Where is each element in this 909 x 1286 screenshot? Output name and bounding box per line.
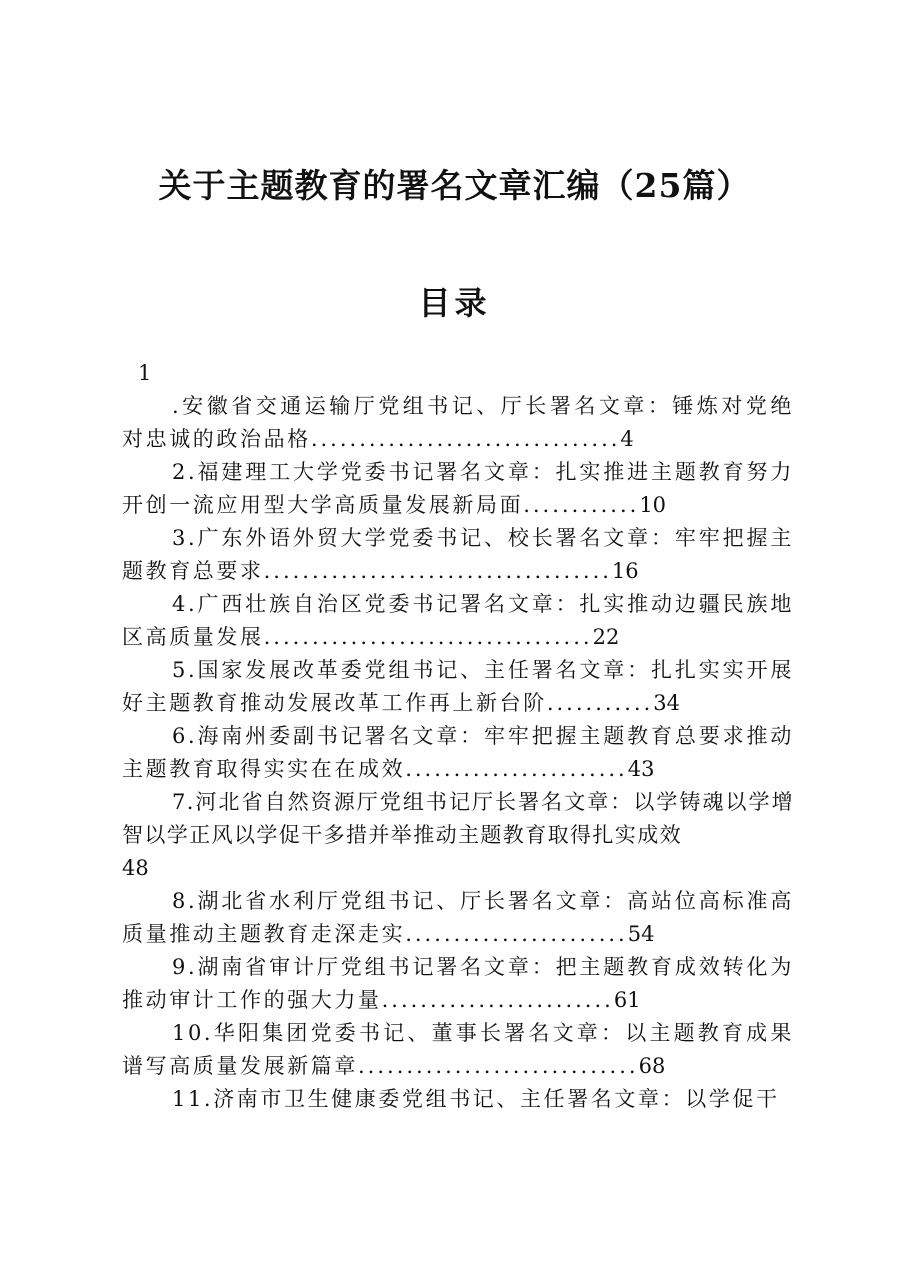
- toc-entry[interactable]: [122, 1083, 794, 1116]
- toc-entry-title: 8.湖北省水利厅党组书记、厅长署名文章：高站位高标准高质量推动主题教育走深走实: [122, 889, 794, 946]
- toc-page-number: 4: [620, 427, 634, 451]
- toc-entry-title: 7.河北省自然资源厅党组书记厅长署名文章：以学铸魂以学增智以学正风以学促干多措并举推动主题教育取得扎实成效: [122, 790, 794, 847]
- document-title: 关于主题教育的署名文章汇编（25篇）: [158, 166, 751, 205]
- toc-page-number: 34: [653, 691, 680, 715]
- toc-leader-dots: ............: [523, 493, 640, 517]
- table-of-contents: [122, 390, 794, 1116]
- toc-page-number: 48: [122, 856, 149, 880]
- toc-entry-title: 3.广东外语外贸大学党委书记、校长署名文章：牢牢把握主题教育总要求: [122, 526, 794, 583]
- toc-heading: 目录: [418, 284, 491, 322]
- toc-entry[interactable]: [122, 654, 794, 720]
- toc-entry-title: 9.湖南省审计厅党组书记署名文章：把主题教育成效转化为推动审计工作的强大力量: [122, 955, 794, 1012]
- toc-entry-title: 6.海南州委副书记署名文章：牢牢把握主题教育总要求推动主题教育取得实实在在成效: [122, 724, 794, 781]
- toc-page-number: 61: [613, 988, 641, 1012]
- toc-entry-title: 10.华阳集团党委书记、董事长署名文章：以主题教育成果谱写高质量发展新篇章: [122, 1021, 794, 1078]
- toc-leader-dots: .......................: [405, 757, 628, 781]
- toc-entry[interactable]: [122, 786, 794, 885]
- toc-entry[interactable]: [122, 885, 794, 951]
- toc-page-number: 22: [592, 625, 620, 649]
- toc-entry-title: 4.广西壮族自治区党委书记署名文章：扎实推动边疆民族地区高质量发展: [122, 592, 794, 649]
- toc-entry-title: 2.福建理工大学党委书记署名文章：扎实推进主题教育努力开创一流应用型大学高质量发展新局面: [122, 460, 794, 517]
- toc-entry[interactable]: [122, 951, 794, 1017]
- toc-entry-title: .安徽省交通运输厅党组书记、厅长署名文章：锤炼对党绝对忠诚的政治品格: [122, 394, 794, 451]
- toc-page-number: 16: [611, 559, 639, 583]
- toc-leader-dots: ..................................: [263, 625, 593, 649]
- toc-leader-dots: ........................: [381, 988, 614, 1012]
- toc-first-number: 1: [138, 361, 152, 385]
- toc-page-number: 68: [638, 1054, 666, 1078]
- toc-leader-dots: .............................: [358, 1054, 639, 1078]
- toc-entry[interactable]: [122, 522, 794, 588]
- toc-leader-dots: ....................................: [263, 559, 612, 583]
- toc-page-number: 54: [627, 922, 655, 946]
- toc-page-number: 10: [639, 493, 667, 517]
- toc-entry-title: 5.国家发展改革委党组书记、主任署名文章：扎扎实实开展好主题教育推动发展改革工作再上新台阶: [122, 658, 794, 715]
- toc-leader-dots: ................................: [310, 427, 621, 451]
- toc-entry[interactable]: [122, 588, 794, 654]
- toc-page-number: 43: [627, 757, 655, 781]
- toc-entry[interactable]: [122, 1017, 794, 1083]
- toc-leader-dots: .......................: [405, 922, 628, 946]
- toc-leader-dots: ...........: [546, 691, 654, 715]
- toc-entry-title: 11.济南市卫生健康委党组书记、主任署名文章：以学促干: [172, 1087, 780, 1111]
- toc-entry[interactable]: [122, 456, 794, 522]
- toc-entry[interactable]: [122, 390, 794, 456]
- toc-entry[interactable]: [122, 720, 794, 786]
